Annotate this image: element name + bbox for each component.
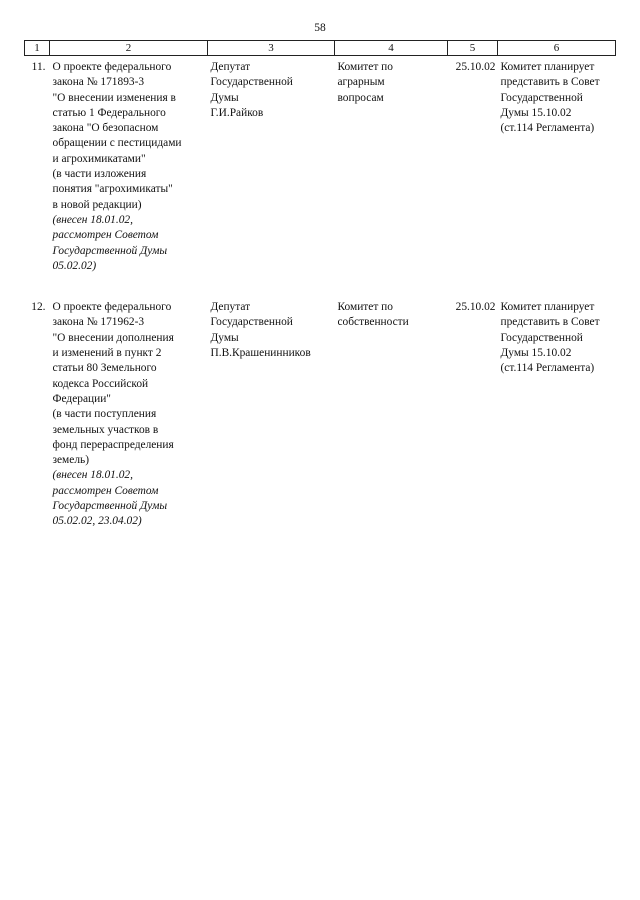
plan-note-line: Думы 15.10.02	[500, 347, 572, 360]
bill-author-line: Депутат	[210, 61, 251, 73]
plan-note-line: Государственной	[500, 91, 583, 104]
column-header-3: 3	[208, 41, 335, 56]
column-header-1: 1	[25, 41, 50, 56]
bill-description-line: "О внесении дополнения	[52, 331, 174, 344]
responsible-committee	[335, 296, 448, 551]
bill-description-line: статью 1 Федерального	[52, 106, 166, 119]
plan-note-line: Комитет планирует	[500, 301, 595, 314]
bill-author-line: Государственной	[210, 76, 293, 89]
bill-description-line: кодекса Российской	[52, 377, 149, 390]
bill-description-line: Государственной Думы	[52, 244, 168, 257]
bill-description-line: земельных участков в	[52, 423, 159, 436]
bill-description-line: "О внесении изменения в	[52, 91, 176, 104]
bill-description-line: и агрохимикатами"	[52, 152, 146, 165]
bill-description-line: Государственной Думы	[52, 500, 168, 513]
bill-description-line: (внесен 18.01.02,	[52, 469, 133, 482]
bill-description-line: обращении с пестицидами	[52, 137, 182, 150]
bill-author-line: Депутат	[210, 301, 251, 314]
bill-description	[50, 56, 208, 297]
bill-description-line: (в части поступления	[52, 408, 157, 421]
plan-note-line: Государственной	[500, 331, 583, 344]
bill-description-line: понятия "агрохимикаты"	[52, 183, 173, 196]
bill-description-line: земель)	[52, 454, 89, 467]
bill-description-line: фонд перераспределения	[52, 438, 174, 451]
plan-note	[498, 296, 616, 551]
plan-note-line: Думы 15.10.02	[500, 106, 572, 119]
column-header-2: 2	[50, 41, 208, 56]
row-number: 12.	[31, 301, 46, 314]
plan-note-line: Комитет планирует	[500, 61, 595, 73]
plan-note-line: представить в Совет	[500, 76, 600, 89]
responsible-committee-line: Комитет по	[337, 61, 393, 73]
plan-note	[498, 56, 616, 297]
plan-note-line: (ст.114 Регламента)	[500, 362, 595, 375]
bill-author-line: П.В.Крашенинников	[210, 347, 311, 360]
table-row	[25, 296, 616, 551]
bill-description	[50, 296, 208, 551]
column-header-4: 4	[335, 41, 448, 56]
bill-description-line: закона № 171962-3	[52, 316, 145, 329]
bill-description-line: Федерации"	[52, 392, 111, 405]
bill-description-line: рассмотрен Советом	[52, 484, 159, 497]
date: 25.10.02	[455, 61, 496, 73]
bills-table	[24, 40, 616, 552]
bill-author-line: Думы	[210, 91, 239, 104]
bill-description-line: закона № 171893-3	[52, 76, 145, 89]
date: 25.10.02	[455, 301, 496, 314]
responsible-committee-line: собственности	[337, 316, 409, 329]
bill-author-line: Думы	[210, 331, 239, 344]
bill-author-line: Государственной	[210, 316, 293, 329]
bill-description-line: в новой редакции)	[52, 198, 142, 211]
bill-description-line: рассмотрен Советом	[52, 229, 159, 242]
bill-description-line: 05.02.02, 23.04.02)	[52, 515, 142, 528]
bill-description-line: закона "О безопасном	[52, 122, 159, 135]
bill-description-line: (внесен 18.01.02,	[52, 213, 133, 226]
bill-author-line: Г.И.Райков	[210, 106, 264, 119]
bill-description-line: статьи 80 Земельного	[52, 362, 157, 375]
bill-description-line: О проекте федерального	[52, 61, 172, 73]
page-number: 58	[314, 22, 326, 34]
responsible-committee-line: аграрным	[337, 76, 385, 89]
row-number: 11.	[31, 61, 46, 73]
table-row	[25, 56, 616, 297]
bill-author	[208, 56, 335, 297]
bill-description-line: О проекте федерального	[52, 301, 172, 314]
column-header-5: 5	[448, 41, 498, 56]
responsible-committee-line: Комитет по	[337, 301, 393, 314]
table-header-row	[25, 41, 616, 56]
plan-note-line: (ст.114 Регламента)	[500, 122, 595, 135]
column-header-6: 6	[498, 41, 616, 56]
bill-description-line: (в части изложения	[52, 168, 147, 181]
plan-note-line: представить в Совет	[500, 316, 600, 329]
bill-description-line: 05.02.02)	[52, 259, 97, 272]
responsible-committee	[335, 56, 448, 297]
bill-description-line: и изменений в пункт 2	[52, 347, 162, 360]
responsible-committee-line: вопросам	[337, 91, 384, 104]
bill-author	[208, 296, 335, 551]
